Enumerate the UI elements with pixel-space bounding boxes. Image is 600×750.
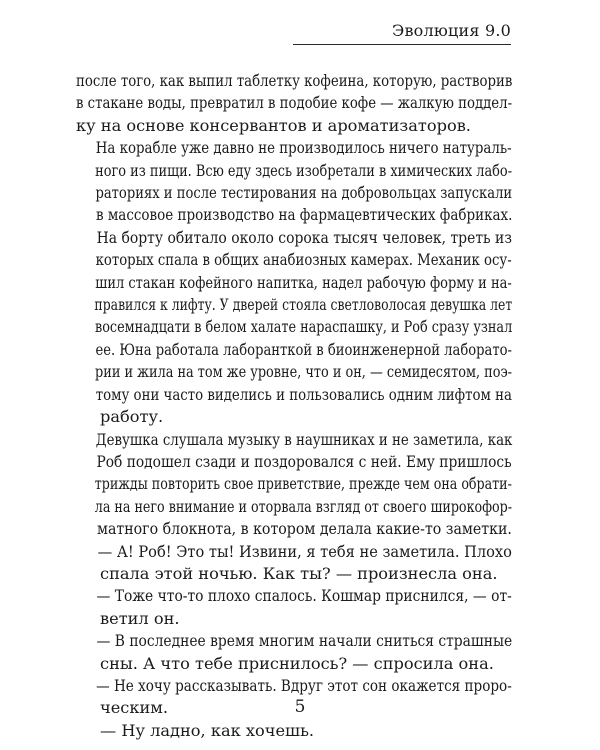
- text-line: На корабле уже давно не производилось ничего натураль-: [95, 138, 512, 158]
- text-line: после того, как выпил таблетку кофеина, которую, растворив: [76, 71, 513, 90]
- text-line: — Тоже что-то плохо спалось. Кошмар приснился, — от-: [96, 586, 512, 606]
- text-line: Девушка слушала музыку в наушниках и не заметила, как: [95, 429, 513, 449]
- text-line: матного блокнота, в котором делала какие-то заметки.: [96, 519, 512, 539]
- running-title: Эволюция 9.0: [392, 21, 511, 40]
- text-line: — Ну ладно, как хочешь.: [100, 720, 315, 740]
- paragraph: [76, 585, 512, 630]
- text-line: ее. Юна работала лаборанткой в биоинженерной лаборато-: [95, 339, 512, 359]
- running-header: [0, 22, 600, 52]
- paragraph: [76, 137, 512, 227]
- text-line: ческим.: [100, 698, 168, 718]
- page-number: 5: [294, 697, 306, 717]
- text-line: — А! Роб! Это ты! Извини, я тебя не заметила. Плохо: [97, 541, 512, 561]
- text-line: ветил он.: [100, 608, 180, 628]
- paragraph: [76, 227, 512, 429]
- text-line: которых спала в общих анабиозных камерах. Механик осу-: [95, 250, 512, 270]
- text-line: — Не хочу рассказывать. Вдруг этот сон окажется проро-: [96, 675, 512, 695]
- text-line: На борту обитало около сорока тысяч человек, треть из: [96, 227, 512, 247]
- paragraph: [76, 720, 512, 742]
- body-text: [76, 70, 512, 742]
- paragraph: [76, 541, 512, 586]
- text-line: ку на основе консервантов и ароматизаторов.: [76, 115, 471, 135]
- text-line: тому они часто виделись и пользовались одним лифтом на: [95, 384, 512, 404]
- text-line: в массовое производство на фармацевтических фабриках.: [95, 205, 513, 225]
- text-line: в стакане воды, превратил в подобие кофе — жалкую поддел-: [76, 93, 513, 113]
- text-line: ного из пищи. Всю еду здесь изобретали в химических лабо-: [95, 160, 513, 180]
- text-line: — В последнее время многим начали сниться страшные: [96, 631, 513, 651]
- text-line: Роб подошел сзади и поздоровался с ней. Ему пришлось: [96, 451, 512, 471]
- text-line: восемнадцати в белом халате нараспашку, и Роб сразу узнал: [94, 317, 513, 337]
- text-line: правился к лифту. У дверей стояла светловолосая девушка лет: [94, 295, 513, 315]
- paragraph: [76, 70, 512, 137]
- text-line: работу.: [100, 407, 164, 427]
- text-line: трижды повторить свое приветствие, прежде чем она обрати-: [94, 474, 512, 494]
- text-line: шил стакан кофейного напитка, надел рабочую форму и на-: [95, 272, 512, 292]
- text-line: рии и жила на том же уровне, что и он, — семидесятом, поэ-: [95, 362, 513, 382]
- paragraph: [76, 429, 512, 541]
- text-line: раториях и после тестирования на добровольцах запускали: [95, 183, 513, 203]
- text-line: сны. А что тебе приснилось? — спросила она.: [100, 653, 494, 673]
- text-line: спала этой ночью. Как ты? — произнесла она.: [100, 563, 498, 583]
- paragraph: [76, 630, 512, 675]
- header-rule: [293, 44, 511, 45]
- text-line: ла на него внимание и оторвала взгляд от своего широкофор-: [94, 496, 513, 516]
